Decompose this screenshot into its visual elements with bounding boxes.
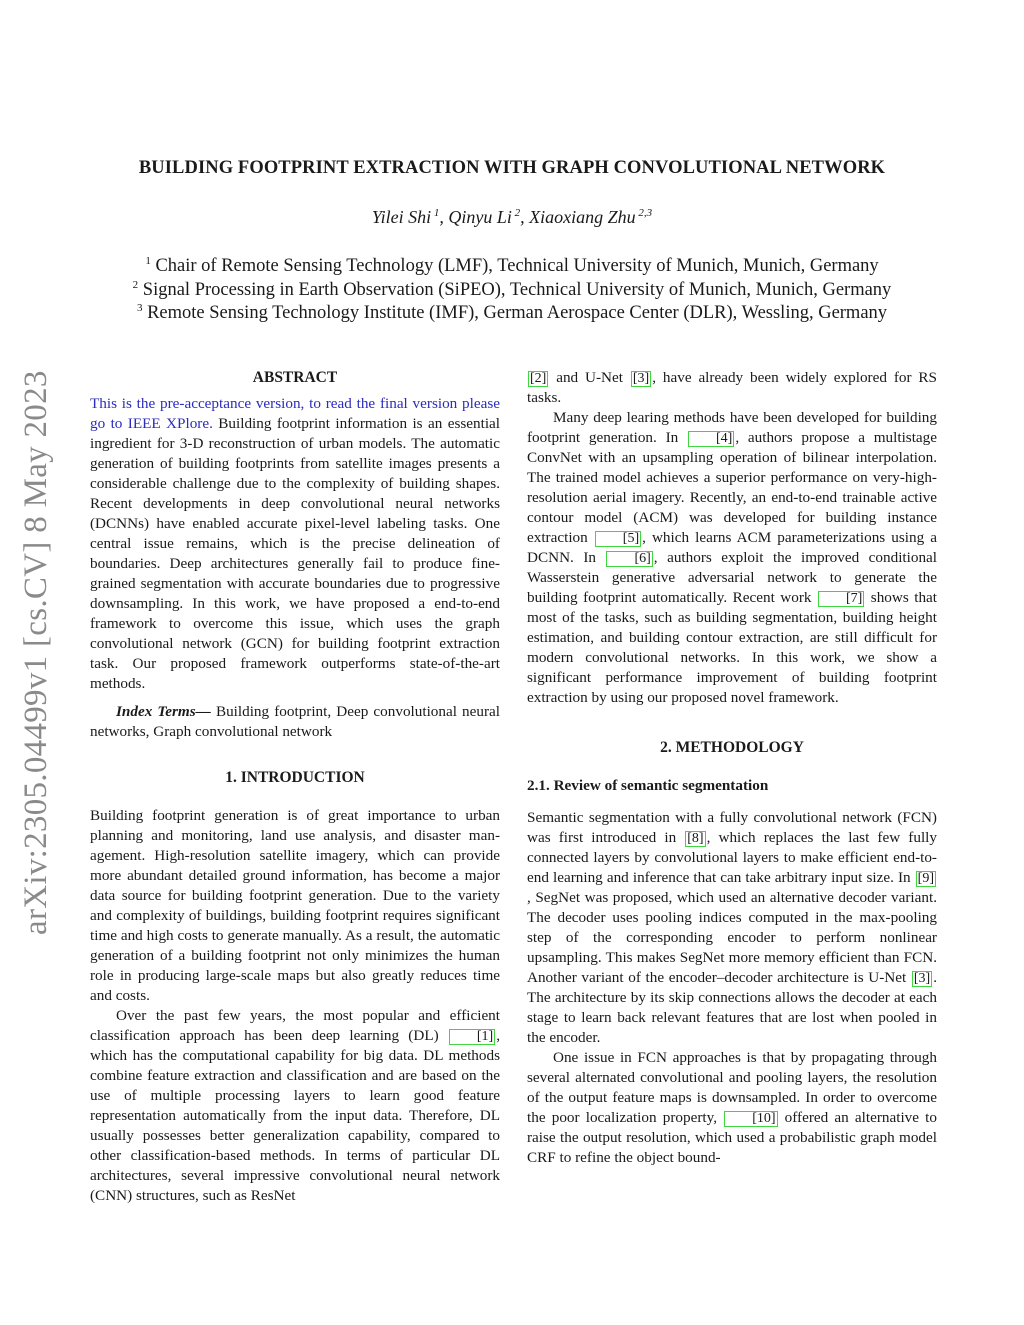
citation-link[interactable]: [3] [913, 971, 931, 986]
affiliation-line: $^1$ Chair of Remote Sensing Technology (LMF), Technical University of Munich, Munich, Germany [145, 255, 879, 276]
citation-link[interactable]: [10] [724, 1111, 777, 1127]
citation-link[interactable]: [4] [688, 431, 734, 447]
citation-link[interactable]: [2] [530, 371, 547, 386]
abstract-body: This is the pre-acceptance version, to read the final version please go to IEEE XPlore. Building footprint information is an essential ingredient for 3-D reconstruction of urban models. The automatic generation of building footprints from satellite images presents a considerable challenge due to the complexity of building shapes. Recent developments in deep convolutional neural networks (DCNNs) have enabled accurate pixel-level labeling tasks. One central issue remains, which is the precise delineation of boundaries. Deep architectures generally fail to produce fine-grained segmentation with accurate boundaries due to progressive downsampling. In this work, we have proposed a end-to-end framework to overcome this issue, which uses the graph convolutional network (GCN) for building footprint extraction task. Our proposed framework outperforms state-of-the-art methods. [90, 395, 501, 692]
intro-paragraph: Over the past few years, the most popular and efficient classification approach has been deep learning (DL) [1] , which has the computational capability for big data. DL methods combine feature extraction and classification and are based on the use of multiple processing layers to learn good feature representation automatically from the input data. Therefore, DL usually possesses better generalization capability, compared to other classification-based methods. In terms of particular DL architectures, several impressive convolutional neural network (CNN) structures, such as ResNet [90, 1007, 500, 1204]
citation-link[interactable]: [8] [687, 831, 704, 846]
ieee-xplore-link[interactable]: This is the pre-acceptance version, to read the final version please go to IEEE XPlore. [90, 395, 500, 432]
affiliations [0, 255, 1024, 326]
citation-link[interactable]: [5] [595, 531, 641, 547]
method-paragraph: One issue in FCN approaches is that by propagating through several alternated convolutional and pooling layers, the resolution of the output feature maps is downsampled. In order to overcome the poor localization property, [10] offered an alternative to raise the output resolution, which used a probabilistic graph model CRF to refine the object bound- [527, 1049, 937, 1166]
intro-paragraph: Building footprint generation is of great importance to urban planning and monitoring, land use analysis, and disaster management. High-resolution satellite imagery, which can provide more abundant detailed ground information, has become a major data source for building footprint generation. Due to the variety and complexity of buildings, building footprint requires significant time and high costs to generate manually. As a result, the automatic generation of a building footprint not only minimizes the human role in producing large-scale maps but also greatly reduces time and costs. [90, 807, 500, 1004]
paper-title: BUILDING FOOTPRINT EXTRACTION WITH GRAPH CONVOLUTIONAL NETWORK [138, 158, 886, 178]
abstract-heading: ABSTRACT [252, 369, 338, 386]
citation-link[interactable]: [6] [606, 551, 652, 567]
index-terms: Index Terms— Building footprint, Deep convolutional neural networks, Graph convolutional network [90, 703, 500, 740]
author-affil-mark: 2,3 [638, 207, 653, 219]
author-affil-mark: 1 [433, 207, 440, 219]
right-column [527, 368, 937, 1168]
subsection-heading: 2.1. Review of semantic segmentation [527, 777, 769, 794]
methodology-heading: 2. METHODOLOGY [660, 739, 804, 756]
citation-link[interactable]: [7] [818, 591, 864, 607]
affiliation-line: $^2$ Signal Processing in Earth Observation (SiPEO), Technical University of Munich, Munich, Germany [132, 278, 892, 300]
author-name: Qinyu Li [448, 207, 512, 227]
arxiv-identifier[interactable]: arXiv:2305.04499v1 [cs.CV] 8 May 2023 [18, 370, 54, 936]
citation-link[interactable]: [1] [449, 1029, 495, 1045]
index-terms-label: Index Terms— [116, 703, 211, 720]
citation-link[interactable]: [9] [917, 871, 934, 886]
author-affil-mark: 2 [514, 207, 521, 219]
method-paragraph: Semantic segmentation with a fully convolutional network (FCN) was first introduced in [8] , which replaces the last few fully connected layers by convolutional layers to make efficient end-to-end learning and inference that can take arbitrary input size. In [9], SegNet was proposed, which used an alternative decoder variant. The decoder uses pooling indices computed in the max-pooling step of the corresponding encoder to perform nonlinear upsampling. This makes SegNet more memory efficient than FCN. Another variant of the encoder–decoder architecture is U-Net [3] . The architecture by its skip connections allows the decoder at each stage to learn back relevant features that are lost when pooled in the encoder. [527, 809, 937, 1046]
author-list: Yilei Shi $^1$, Qinyu Li $^2$, Xiaoxiang Zhu $^{2,3}$ [371, 207, 653, 227]
citation-link[interactable]: [3] [632, 371, 650, 386]
intro-paragraph: [2] and U-Net [3] , have already been widely explored for RS tasks. [527, 369, 937, 406]
intro-paragraph: Many deep learing methods have been developed for building footprint generation. In [4] , authors propose a multistage ConvNet with an upsampling operation of bilinear interpolation. The trained model achieves a superior performance on very-high-resolution aerial imagery. Recently, an end-to-end trainable active contour model (ACM) was developed for building instance extraction [5] , which learns ACM parameterizations using a DCNN. In [6] , authors exploit the improved conditional Wasserstein generative adversarial network to generate the building footprint automatically. Recent work [7] shows that most of the tasks, such as building segmentation, building height estimation, and building contour extraction, are still difficult for modern convolutional networks. In this work, we show a significant performance improvement of building footprint extraction by using our proposed novel framework. [527, 409, 938, 706]
author-name: Xiaoxiang Zhu [529, 207, 636, 227]
introduction-heading: 1. INTRODUCTION [225, 769, 365, 786]
affiliation-line: $^3$ Remote Sensing Technology Institute (IMF), German Aerospace Center (DLR), Wessling, Germany [136, 302, 888, 323]
author-name: Yilei Shi [371, 207, 432, 227]
left-column [90, 368, 500, 1206]
